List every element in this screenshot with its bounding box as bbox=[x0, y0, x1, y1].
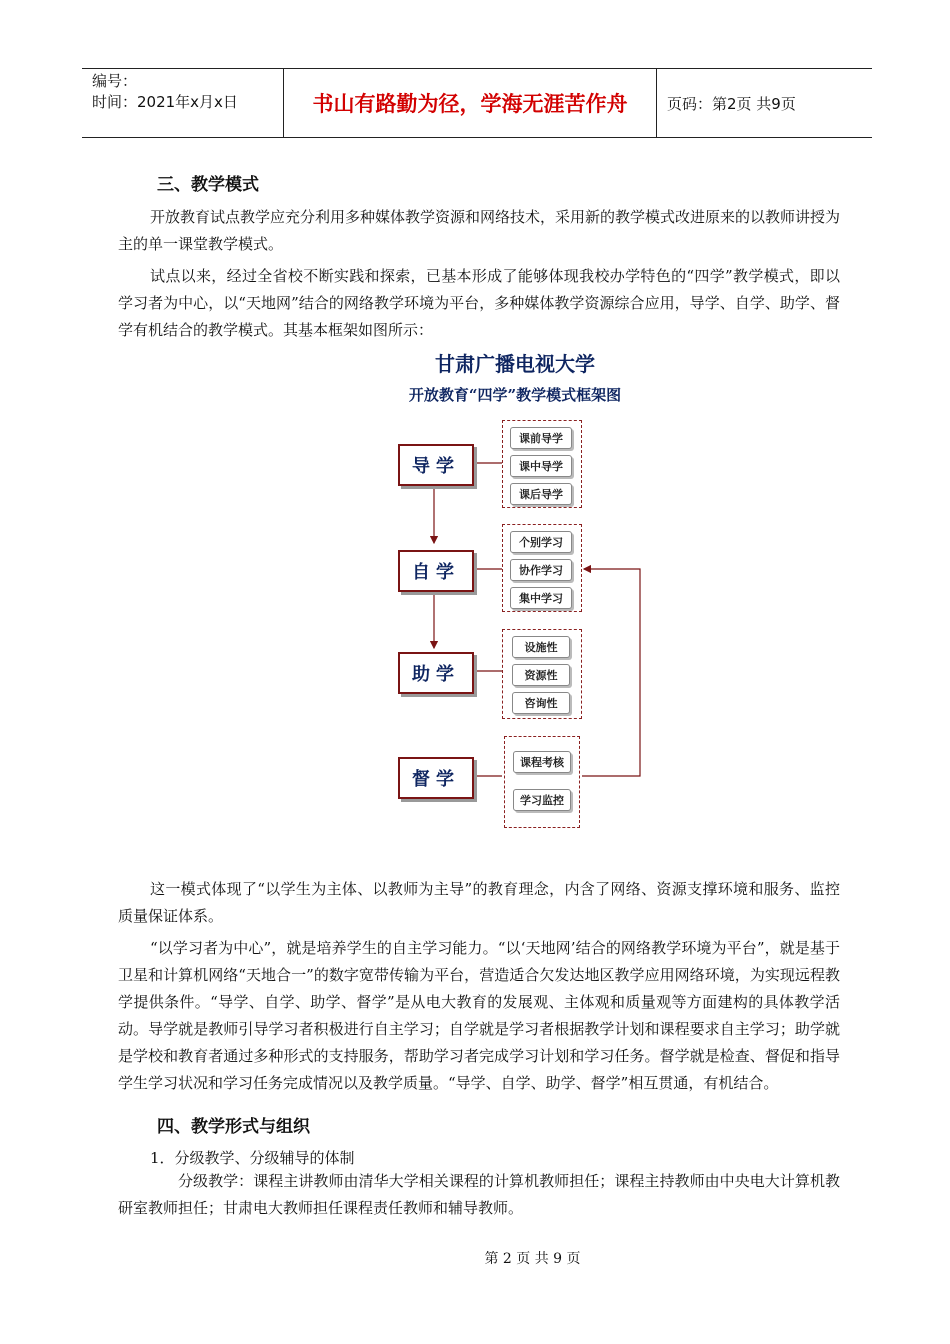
group-zhuxue bbox=[502, 629, 582, 719]
sub-box: 课程考核 bbox=[513, 751, 571, 773]
paragraph: 开放教育试点教学应充分利用多种媒体教学资源和网络技术，采用新的教学模式改进原来的以教师讲授为主的单一课堂教学模式。 bbox=[118, 208, 841, 253]
sub-box: 协作学习 bbox=[510, 559, 572, 581]
number-label: 编号： bbox=[92, 72, 138, 90]
group-daoxue bbox=[502, 420, 582, 508]
framework-diagram bbox=[380, 344, 650, 844]
diagram-title: 甘肃广播电视大学 bbox=[435, 352, 595, 376]
main-box-duxue: 督学 bbox=[398, 757, 474, 799]
subsection-title: 1．分级教学、分级辅导的体制 bbox=[150, 1149, 355, 1167]
main-box-zixue: 自学 bbox=[398, 550, 474, 592]
main-box-zhuxue: 助学 bbox=[398, 652, 474, 694]
group-duxue bbox=[504, 736, 580, 828]
sub-box: 资源性 bbox=[512, 664, 570, 686]
diagram-subtitle: 开放教育“四学”教学模式框架图 bbox=[408, 386, 622, 404]
motto: 书山有路勤为径，学海无涯苦作舟 bbox=[284, 69, 657, 137]
group-zixue bbox=[502, 524, 582, 612]
page-info: 页码：第2页 共9页 bbox=[667, 94, 796, 113]
paragraph: 分级教学：课程主讲教师由清华大学相关课程的计算机教师担任；课程主持教师由中央电大计算机教研室教师担任；甘肃电大教师担任课程责任教师和辅导教师。 bbox=[118, 1172, 840, 1217]
document-header bbox=[82, 68, 872, 138]
section-title: 三、教学模式 bbox=[157, 175, 259, 195]
sub-box: 课前导学 bbox=[510, 427, 572, 449]
paragraph: “以学习者为中心”，就是培养学生的自主学习能力。“以‘天地网’结合的网络教学环境为平台”，就是基于卫星和计算机网络“天地合一”的数字宽带传输为平台，营造适合欠发达地区教学应用网络环境，为实现远程教学提供条件。“导学、自学、助学、督学”是从电大教育的发展观、主体观和质量观等方面建构的具体教学活动。导学就是教师引导学习者积极进行自主学习；自学就是学习者根据教学计划和课程要求自主学习；助学就是学校和教育者通过多种形式的支持服务，帮助学习者完成学习计划和学习任务。督学就是检查、督促和指导学生学习状况和学习任务完成情况以及教学质量。“导学、自学、助学、督学”相互贯通，有机结合。 bbox=[118, 939, 840, 1092]
sub-box: 咨询性 bbox=[512, 692, 570, 714]
sub-box: 集中学习 bbox=[510, 587, 572, 609]
sub-box: 课后导学 bbox=[510, 483, 572, 505]
time-label: 时间：2021年x月x日 bbox=[92, 93, 238, 111]
main-box-daoxue: 导学 bbox=[398, 444, 474, 486]
header-meta bbox=[82, 69, 284, 137]
paragraph: 试点以来，经过全省校不断实践和探索，已基本形成了能够体现我校办学特色的“四学”教学模式，即以学习者为中心，以“天地网”结合的网络教学环境为平台，多种媒体教学资源综合应用，导学、自学、助学、督学有机结合的教学模式。其基本框架如图所示： bbox=[118, 267, 840, 339]
section-title: 四、教学形式与组织 bbox=[157, 1117, 310, 1137]
paragraph: 这一模式体现了“以学生为主体、以教师为主导”的教育理念，内含了网络、资源支撑环境和服务、监控质量保证体系。 bbox=[118, 880, 840, 925]
page-footer: 第 2 页 共 9 页 bbox=[484, 1251, 581, 1267]
sub-box: 课中导学 bbox=[510, 455, 572, 477]
sub-box: 设施性 bbox=[512, 636, 570, 658]
sub-box: 学习监控 bbox=[513, 789, 571, 811]
sub-box: 个别学习 bbox=[510, 531, 572, 553]
